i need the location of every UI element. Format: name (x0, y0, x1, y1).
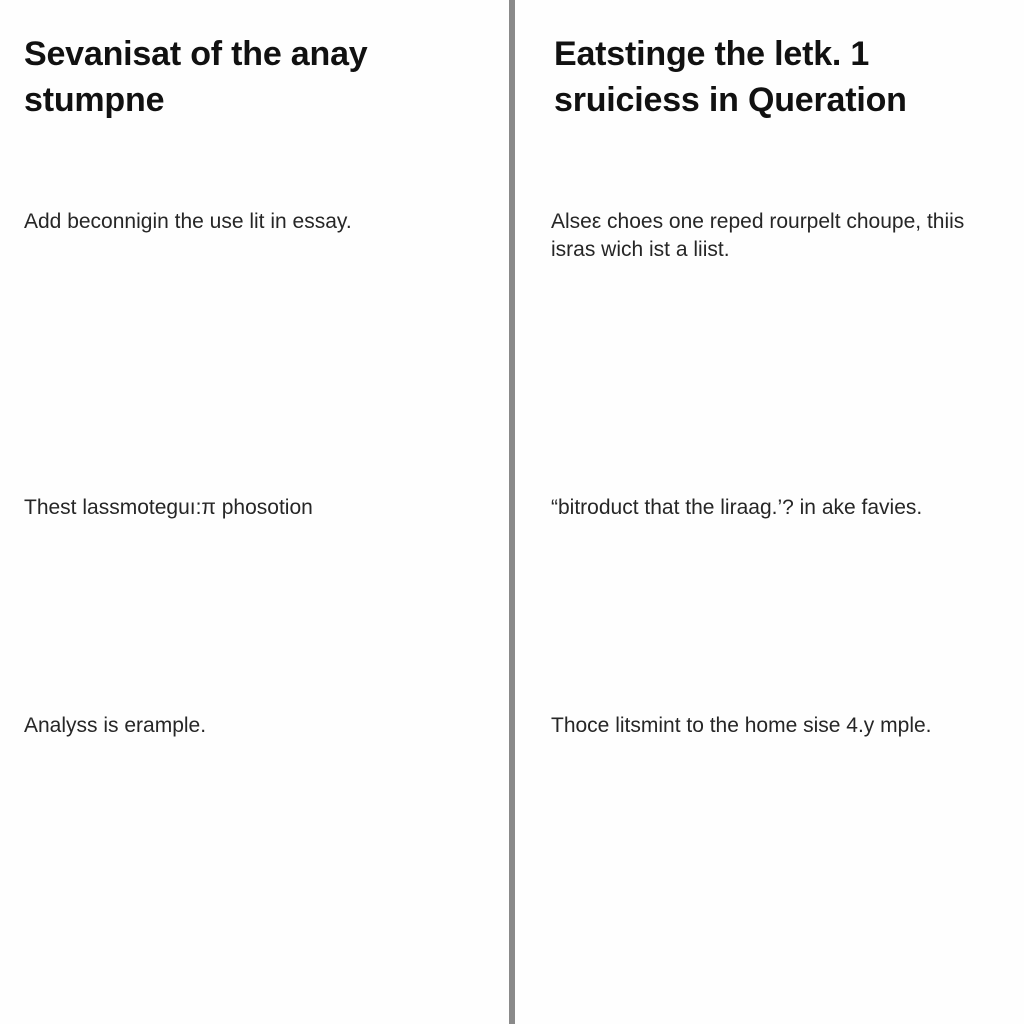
right-paragraph-1: Alseε choes one reped rourpelt choupe, thiis isras wich ist a liist. (551, 210, 965, 261)
left-paragraph-1: Add beconnigin the use lit in essay. (24, 210, 352, 233)
left-column (0, 0, 508, 1024)
left-column-title: Sevanisat of the anay stumpne (24, 35, 368, 119)
column-divider (509, 0, 515, 1024)
right-column-title: Eatstinge the letk. 1 sruiciess in Queration (554, 35, 907, 119)
right-paragraph-2: “bitroduct that the liraag.’? in ake favies. (551, 496, 923, 519)
left-paragraph-3: Analyss is erample. (24, 714, 207, 737)
right-paragraph-3: Thoce litsmint to the home sise 4.y mple. (551, 714, 932, 737)
left-paragraph-2: Thest lassmoteguı:π phosotion (24, 496, 313, 519)
right-column (516, 0, 1024, 1024)
